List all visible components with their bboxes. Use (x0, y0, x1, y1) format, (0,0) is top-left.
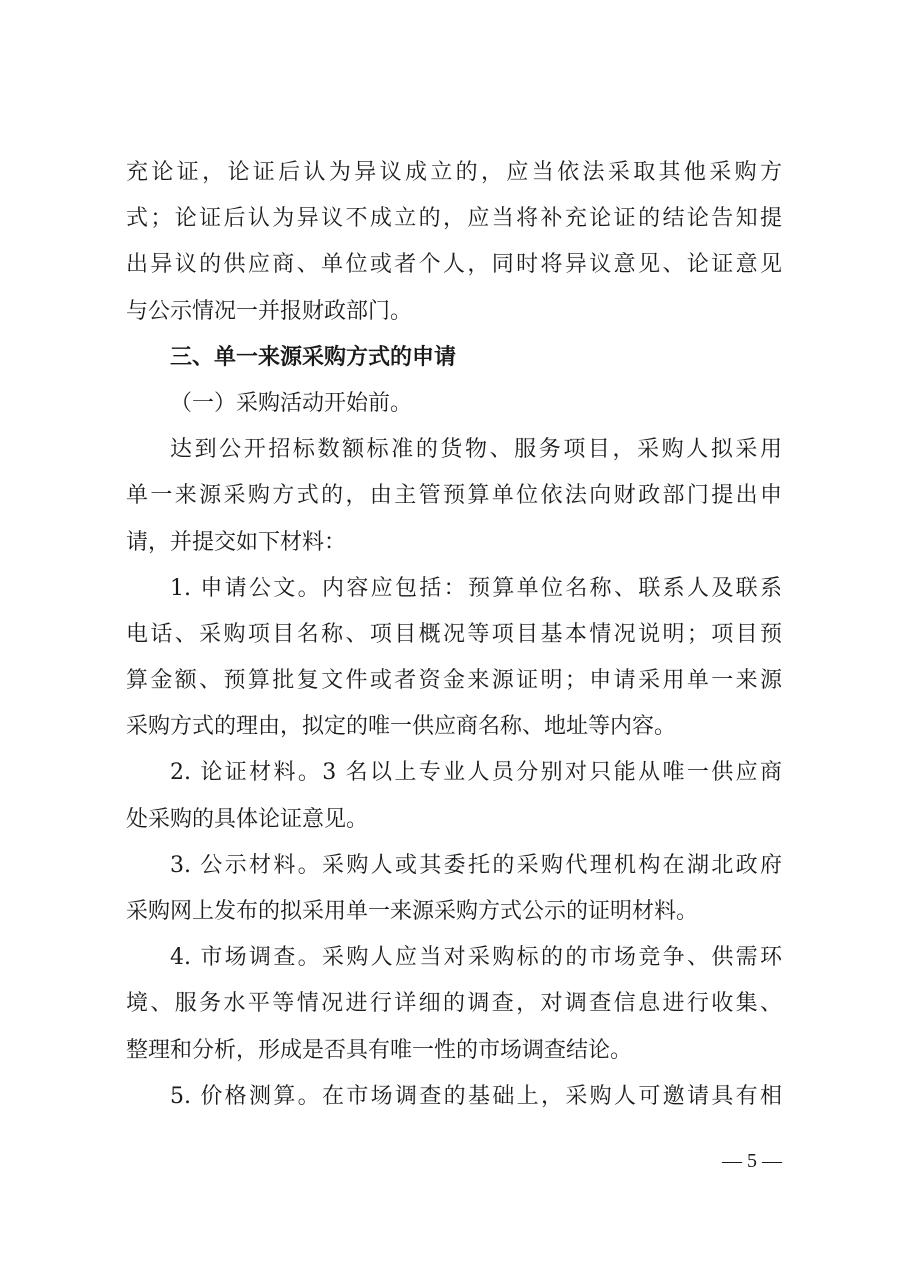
text-line: 3. 公示材料。采购人或其委托的采购代理机构在湖北政府 (170, 852, 782, 878)
text-line: 算金额、预算批复文件或者资金来源证明；申请采用单一来源 (126, 668, 782, 694)
text-line: 单一来源采购方式的，由主管预算单位依法向财政部门提出申 (126, 483, 782, 509)
text-line: 1. 申请公文。内容应包括：预算单位名称、联系人及联系 (170, 575, 782, 601)
text-line: 境、服务水平等情况进行详细的调查，对调查信息进行收集、 (126, 991, 782, 1017)
text-line: 请，并提交如下材料： (126, 529, 347, 555)
page-number: — 5 — (722, 1150, 782, 1172)
text-line: 5. 价格测算。在市场调查的基础上，采购人可邀请具有相 (170, 1083, 782, 1109)
text-line: 采购网上发布的拟采用单一来源采购方式公示的证明材料。 (126, 899, 699, 924)
subsection-heading: （一）采购活动开始前。 (170, 390, 413, 416)
body-text (126, 150, 782, 1120)
text-line: 整理和分析，形成是否具有唯一性的市场调查结论。 (126, 1037, 633, 1063)
text-line: 电话、采购项目名称、项目概况等项目基本情况说明；项目预 (126, 621, 782, 647)
text-line: 2. 论证材料。3 名以上专业人员分别对只能从唯一供应商 (170, 760, 782, 786)
text-line: 达到公开招标数额标准的货物、服务项目，采购人拟采用 (170, 437, 782, 463)
section-heading: 三、单一来源采购方式的申请 (170, 344, 457, 370)
text-line: 4. 市场调查。采购人应当对采购标的的市场竞争、供需环 (170, 945, 782, 971)
text-line: 采购方式的理由，拟定的唯一供应商名称、地址等内容。 (126, 714, 677, 740)
text-line: 出异议的供应商、单位或者个人，同时将异议意见、论证意见 (126, 252, 782, 278)
text-line: 处采购的具体论证意见。 (126, 806, 369, 832)
text-line: 与公示情况一并报财政部门。 (126, 298, 413, 324)
text-line: 式；论证后认为异议不成立的，应当将补充论证的结论告知提 (126, 206, 782, 232)
text-line: 充论证，论证后认为异议成立的，应当依法采取其他采购方 (126, 160, 782, 185)
